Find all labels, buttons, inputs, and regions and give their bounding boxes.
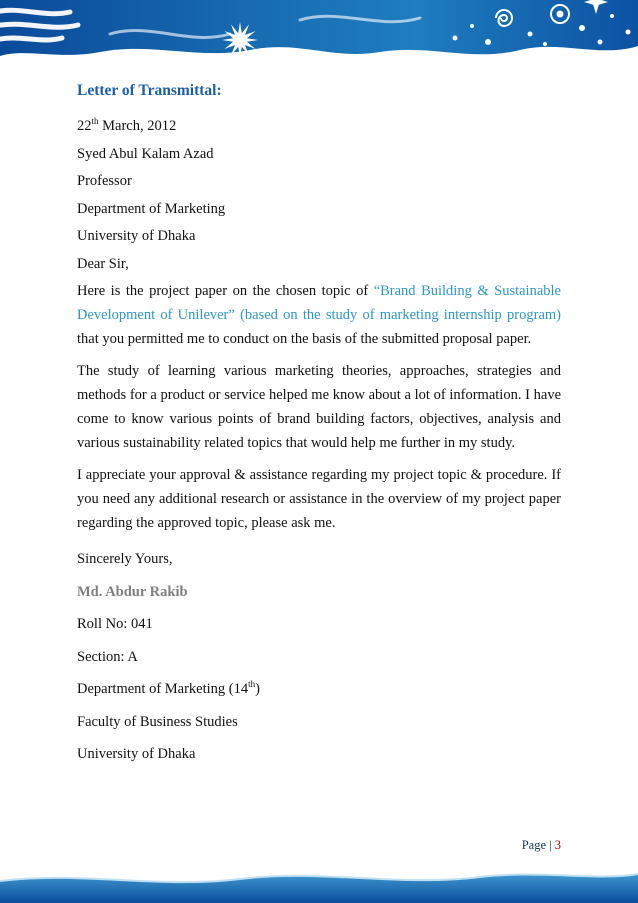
- page-title: Letter of Transmittal:: [77, 82, 222, 99]
- page-number-value: 3: [554, 838, 561, 852]
- page-number: [522, 838, 561, 853]
- signature-name: Md. Abdur Rakib: [77, 583, 188, 600]
- para1-topic: “Brand Building & Sustainable Development of Unilever”: [77, 283, 561, 323]
- paragraph-3: I appreciate your approval & assistance regarding my project topic & procedure. If you need any additional research or assistance in the overview of my project paper regarding the approved topic, please ask me.: [77, 467, 561, 531]
- recipient-university: University of Dhaka: [77, 228, 196, 244]
- recipient-title: Professor: [77, 173, 132, 189]
- recipient-name: Syed Abul Kalam Azad: [77, 145, 214, 162]
- header-decoration: [0, 0, 638, 68]
- date-ordinal: th: [91, 116, 99, 127]
- para1-lead: Here is the project paper on the chosen topic of: [77, 283, 374, 299]
- para1-tail: that you permitted me to conduct on the basis of the submitted proposal paper.: [77, 331, 532, 347]
- date-line: [77, 113, 561, 141]
- university-line: University of Dhaka: [77, 746, 196, 762]
- faculty-line: Faculty of Business Studies: [77, 713, 238, 730]
- date-day: 22: [77, 118, 92, 134]
- department-line: [77, 673, 561, 706]
- para1-note: (based on the study of marketing internship program): [234, 307, 561, 323]
- footer-decoration: [0, 867, 638, 903]
- closing: Sincerely Yours,: [77, 551, 173, 567]
- footer-wave-art: [0, 867, 638, 903]
- paragraph-1: [77, 279, 561, 351]
- section-line: Section: A: [77, 648, 138, 665]
- header-wave-art: [0, 0, 638, 68]
- page-number-label: Page |: [521, 838, 555, 852]
- date-rest: March, 2012: [98, 118, 177, 134]
- roll-number: Roll No: 041: [77, 616, 153, 632]
- ring-dot: [557, 11, 564, 18]
- department-ordinal: th: [248, 679, 256, 690]
- department-prefix: Department of Marketing (14: [77, 681, 249, 697]
- recipient-department: Department of Marketing: [77, 200, 226, 217]
- letter-body: [77, 72, 561, 771]
- salutation: Dear Sir,: [77, 255, 129, 272]
- paragraph-2: The study of learning various marketing theories, approaches, strategies and methods for a product or service helped me know about a lot of information. I have come to know various points of brand building factors, objectives, analysis and various sustainability related topics that would help me further in my study.: [77, 363, 561, 451]
- department-suffix: ): [255, 681, 260, 697]
